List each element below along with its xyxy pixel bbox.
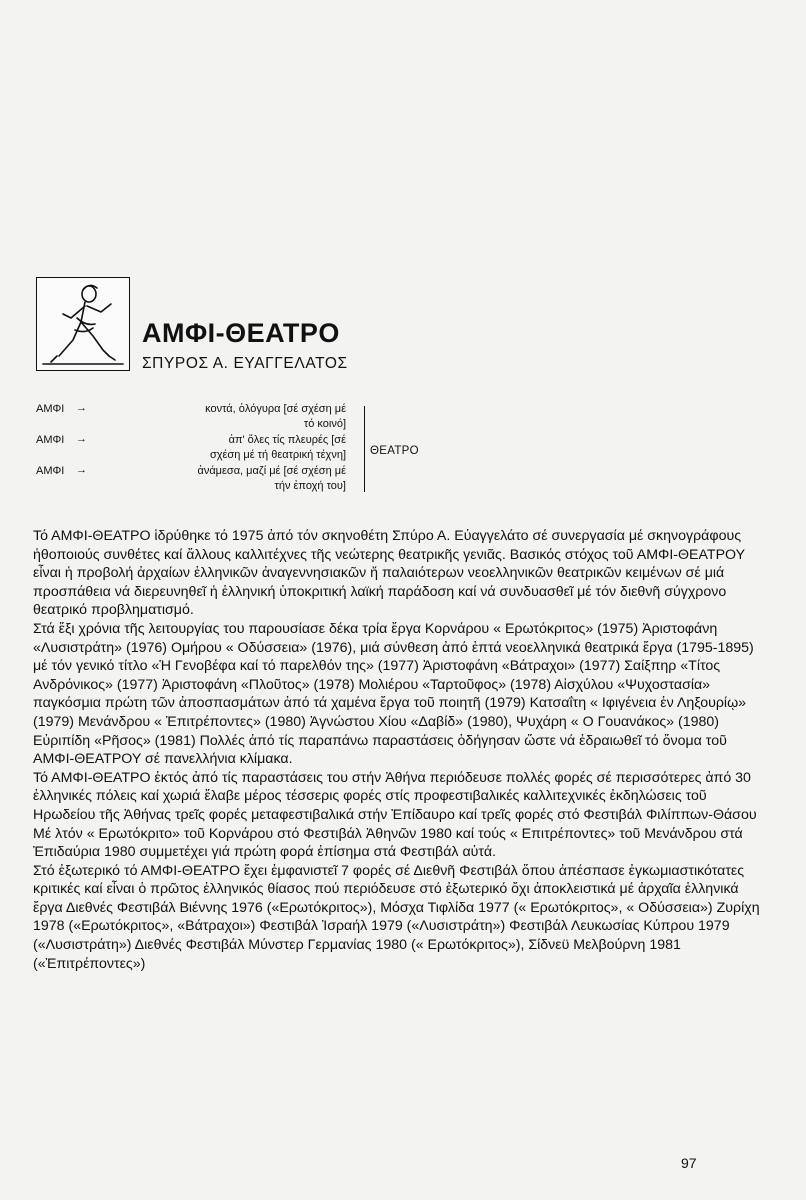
definitions-block	[36, 402, 419, 495]
author-name: ΣΠΥΡΟΣ Α. ΕΥΑΓΓΕΛΑΤΟΣ	[142, 355, 348, 372]
definition-row	[36, 402, 396, 433]
definition-row	[36, 433, 396, 464]
arrow-icon: →	[76, 464, 87, 476]
definition-target: ΘΕΑΤΡΟ	[370, 445, 419, 457]
arrow-icon: →	[76, 433, 87, 445]
definition-meaning	[100, 402, 346, 432]
page-number: 97	[681, 1155, 697, 1171]
definition-word: ΑΜΦΙ	[36, 403, 65, 415]
definition-meaning-line: ἀπ' ὅλες τίς πλευρές [σέ	[228, 434, 346, 446]
paragraph: Τό ΑΜΦΙ-ΘΕΑΤΡΟ ἐκτός ἀπό τίς παραστάσεις του στήν Ἀθήνα περιόδευσε πολλές φορές σέ περισσότερες ἀπό 30 ἑλληνικές πόλεις καί χωριά ἔλαβε μέρος τέσσερις φορές στίς προφεστιβαλικές καλλιτεχνικές ἐκδηλώσεις τοῦ Ηρωδείου τῆς Ἀθήνας τρεῖς φορές μεταφεστιβαλικά στήν Ἐπίδαυρο καί τρεῖς φορές στό Φεστιβάλ Φιλίππων-Θάσου Μέ λτόν « Ερωτόκριτο» τοῦ Κορνάρου στό Φεστιβάλ Ἀθηνῶν 1980 καί τούς « Επιτρέποντες» τοῦ Μενάνδρου στά Ἐπιδαύρια 1980 συμμετέχει γιά πρώτη φορά ἐπίσημα στά Φεστιβάλ αὐτά.	[33, 769, 757, 861]
running-figure-icon	[37, 278, 129, 370]
definition-meaning-line: τό κοινό]	[303, 418, 346, 430]
page-title: ΑΜΦΙ-ΘΕΑΤΡΟ	[142, 318, 340, 348]
definition-row	[36, 464, 396, 495]
definition-meaning-line: κοντά, ὁλόγυρα [σέ σχέση μέ	[205, 403, 346, 415]
paragraph: Στό ἐξωτερικό τό ΑΜΦΙ-ΘΕΑΤΡΟ ἔχει ἐμφανιστεῖ 7 φορές σέ Διεθνῆ Φεστιβάλ ὅπου ἀπέσπασε ἐγκωμιαστικότατες κριτικές καί εἶναι ὁ πρῶτος ἑλληνικός θίασος πού περιόδευσε στό ἐξωτερικό ὄχι ἀποκλειστικά μέ ἀρχαῖα ἑλληνικά ἔργα Διεθνές Φεστιβάλ Βιέννης 1976 («Ερωτόκριτος»), Μόσχα Τιφλίδα 1977 (« Ερωτόκριτος», « Οδύσσεια») Ζυρίχη 1978 («Ερωτόκριτος», «Βάτραχοι») Φεστιβάλ Ἰσραήλ 1979 («Λυσιστράτη») Φεστιβάλ Λευκωσίας Κύπρου 1979 («Λυσιστράτη») Διεθνές Φεστιβάλ Μύνστερ Γερμανίας 1980 (« Ερωτόκριτος»), Σίδνεϋ Μελβούρνη 1981 («Ἐπιτρέποντες»)	[33, 862, 760, 972]
definition-meaning-line: τήν ἐποχή του]	[274, 480, 346, 492]
brace-divider	[354, 406, 365, 492]
paragraph: Στά ἔξι χρόνια τῆς λειτουργίας του παρουσίασε δέκα τρία ἔργα Κορνάρου « Ερωτόκριτος» (1975) Ἀριστοφάνη «Λυσιστράτη» (1976) Ομήρου « Οδύσσεια» (1976), μιά σύνθεση ἀπό ἑπτά νεοελληνικά θεατρικά ἔργα (1795-1895) μέ τόν γενικό τίτλο «Ἡ Γενοβέφα καί τό παρελθόν της» (1977) Ἀριστοφάνη «Βάτραχοι» (1977) Σαίξπηρ «Τίτος Ανδρόνικος» (1977) Ἀριστοφάνη «Πλοῦτος» (1978) Μολιέρου «Ταρτοῦφος» (1978) Αἰσχύλου «Ψυχοστασία» παγκόσμια πρώτη τῶν ἀποσπασμάτων ἀπό τά χαμένα ἔργα τοῦ ποιητῆ (1979) Κατσαΐτη « Ιφιγένεια ἐν Ληξουρίῳ» (1979) Μενάνδρου « Ἐπιτρέποντες» (1980) Ἀγνώστου Χίου «Δαβίδ» (1980), Ψυχάρη « Ο Γουανάκος» (1980) Εὐριπίδη «Ρῆσος» (1981) Πολλές ἀπό τίς παραπάνω παραστάσεις ὁδήγησαν ὥστε νά ἑδραιωθεῖ τό ὄνομα τοῦ ΑΜΦΙ-ΘΕΑΤΡΟΥ σέ πανελλήνια κλίμακα.	[33, 620, 754, 768]
definition-meaning	[100, 464, 346, 494]
definition-meaning-line: σχέση μέ τή θεατρική τέχνη]	[209, 449, 346, 461]
definition-word: ΑΜΦΙ	[36, 465, 65, 477]
arrow-icon: →	[76, 402, 87, 414]
definition-word: ΑΜΦΙ	[36, 434, 65, 446]
definition-meaning-line: ἀνάμεσα, μαζί μέ [σέ σχέση μέ	[197, 465, 346, 477]
paragraph: Τό ΑΜΦΙ-ΘΕΑΤΡΟ ἱδρύθηκε τό 1975 ἀπό τόν σκηνοθέτη Σπύρο Α. Εὐαγγελάτο σέ συνεργασία μέ σκηνογράφους ἠθοποιούς συνθέτες καί ἄλλους καλλιτέχνες τῆς νεώτερης θεατρικῆς γενιᾶς. Βασικός στόχος τοῦ ΑΜΦΙ-ΘΕΑΤΡΟΥ εἶναι ἡ προβολή ἀρχαίων ἑλληνικῶν ἀναγεννησιακῶν ἤ παλαιότερων νεοελληνικῶν θεατρικῶν κειμένων σέ μιά προσπάθεια νά διερευνηθεῖ ἡ ἑλληνική ὑποκριτική λαϊκή παράδοση καί νά συνδυασθεῖ μέ τόν διεθνῆ σύγχρονο θεατρικό προβληματισμό.	[33, 528, 745, 619]
logo	[36, 277, 130, 371]
definition-meaning	[100, 433, 346, 463]
article-body	[33, 527, 769, 973]
